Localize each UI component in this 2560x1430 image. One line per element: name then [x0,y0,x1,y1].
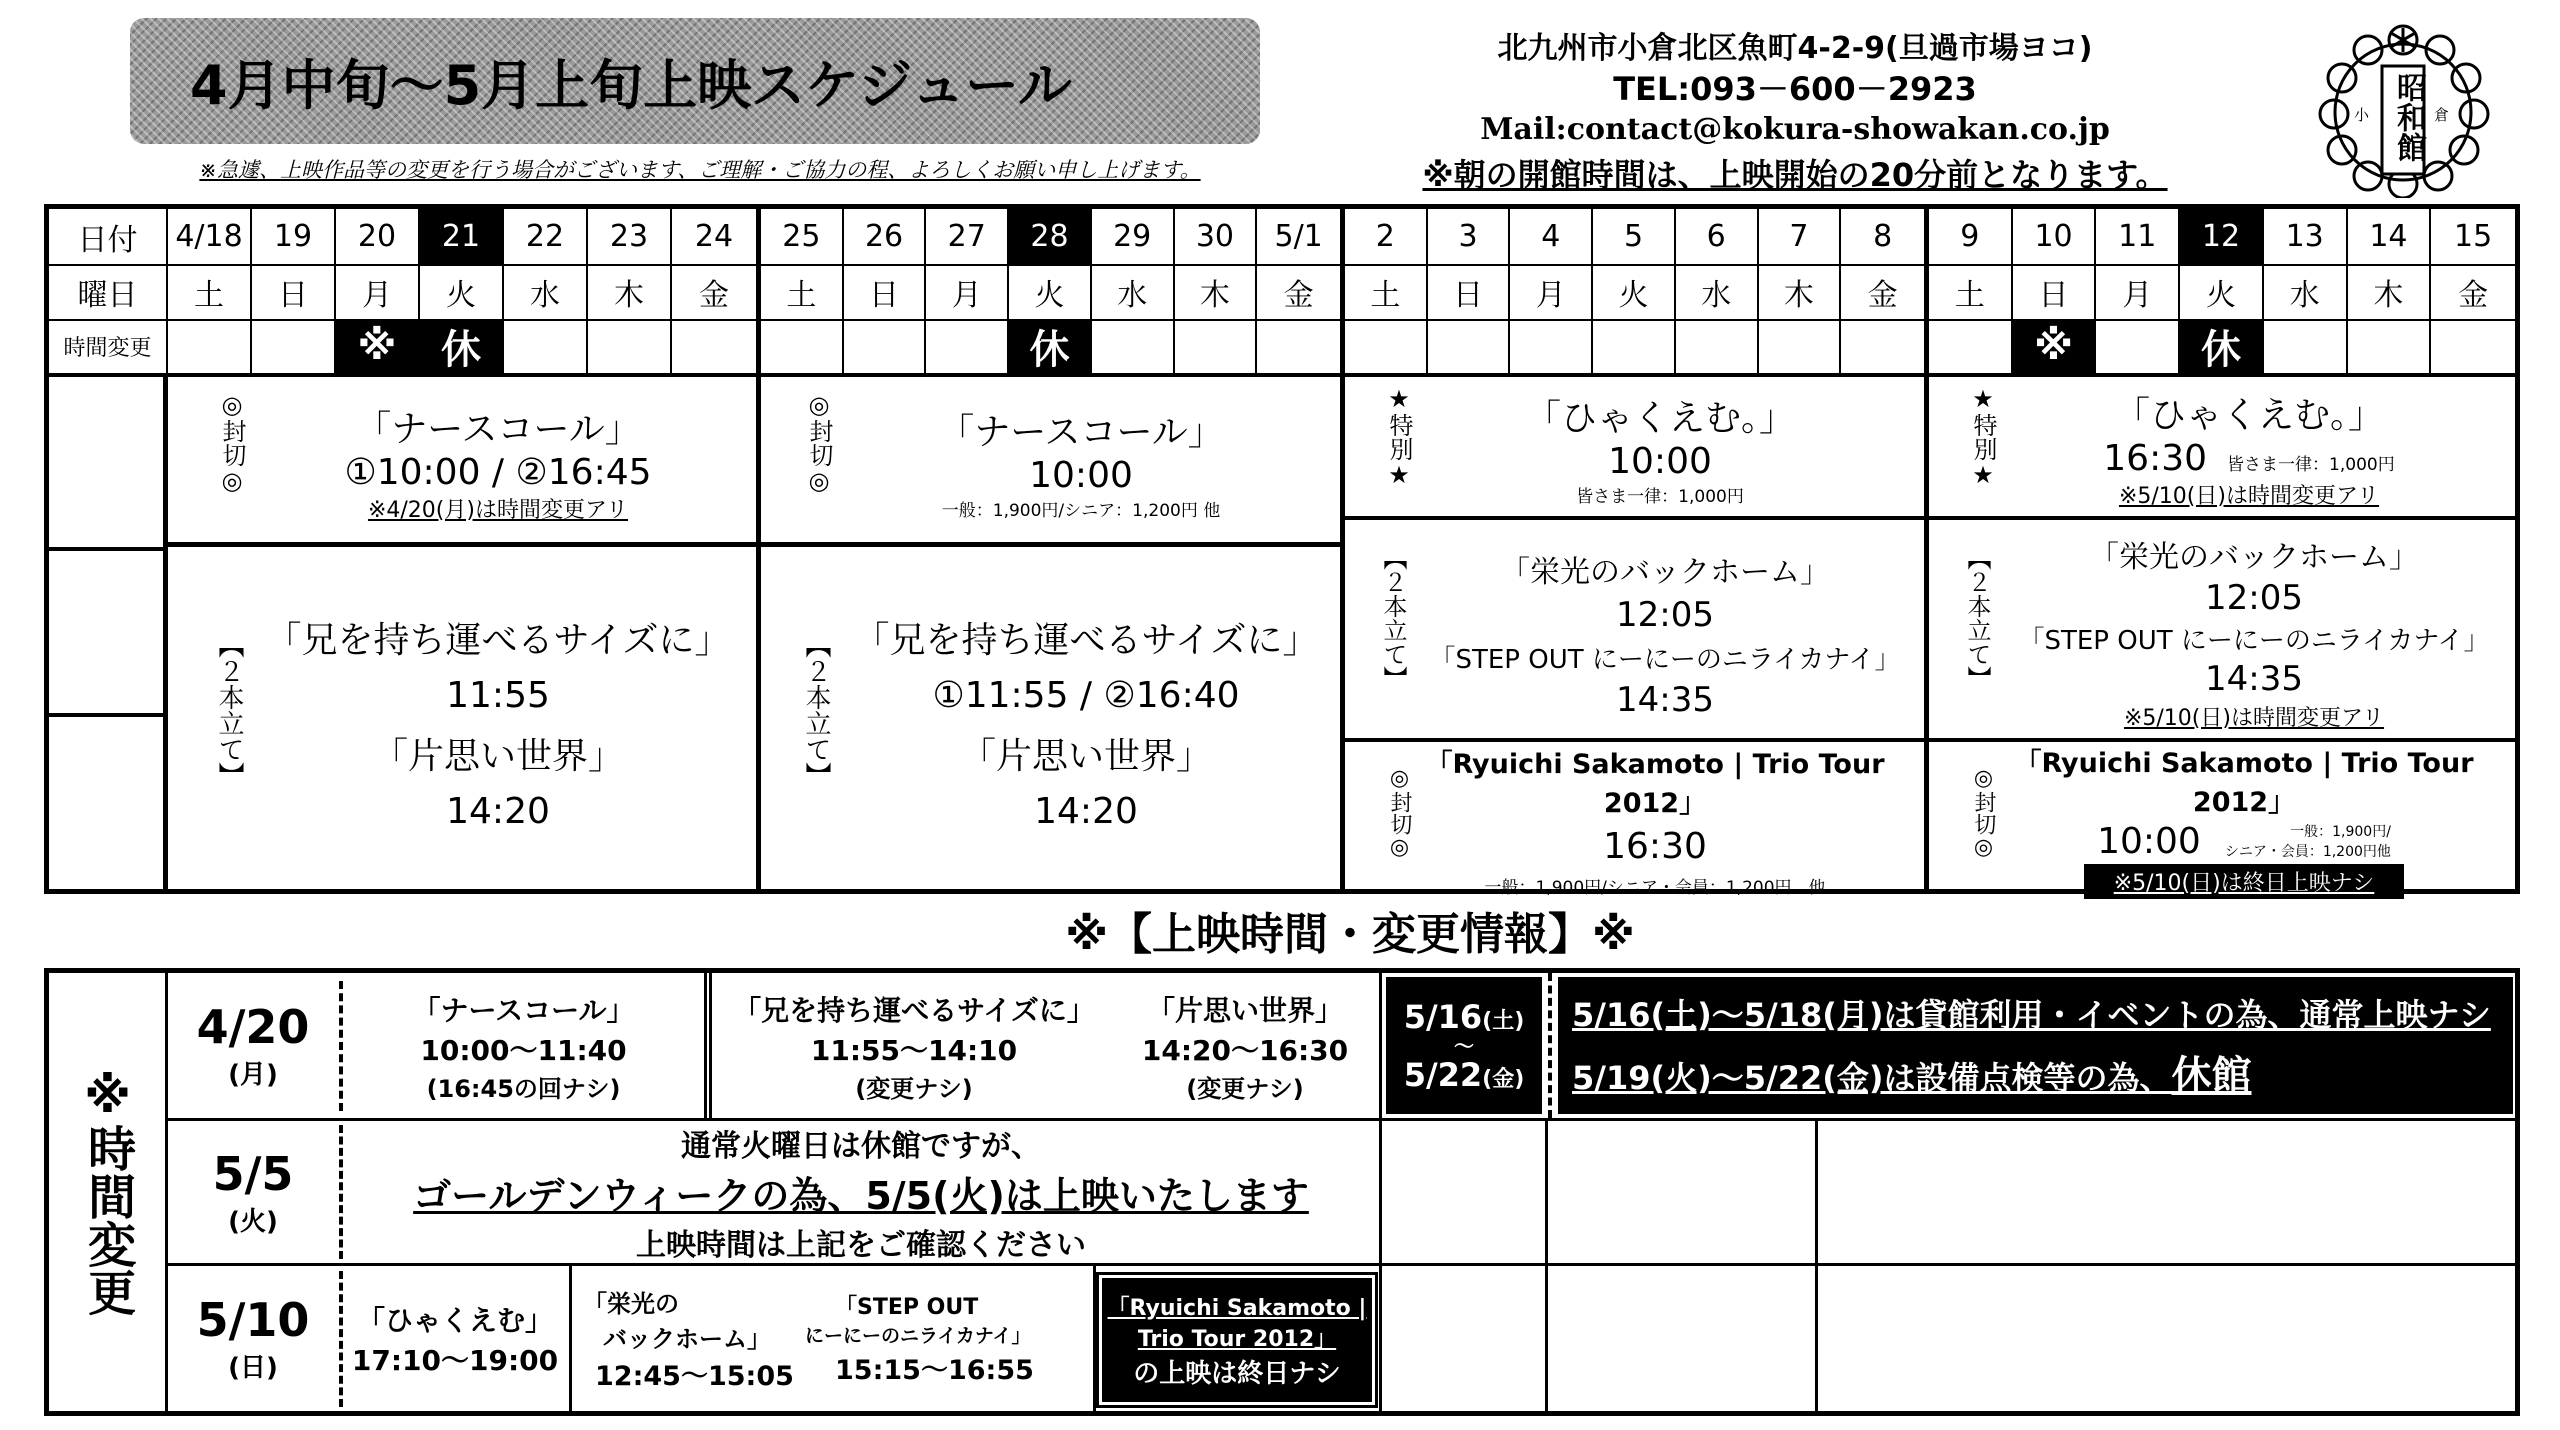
date-cell: 24 [694,219,734,254]
mark-cell [1593,319,1676,373]
block-tag: ◎封切◎ [1971,766,1996,860]
mark-cell [1345,319,1428,373]
block-hyakuemu-w3 [1345,377,1924,520]
change-notice: ※急遽、上映作品等の変更を行う場合がございます、ご理解・ご協力の程、よろしくお願い申し上げます。 [199,158,1201,182]
label-weekday: 曜日 [49,264,168,319]
mark-cell [761,319,844,373]
address: 北九州市小倉北区魚町4-2-9(旦過市場ヨコ) [1497,31,2093,66]
cell-divider [1093,1266,1096,1411]
showtime: 12:45～15:05 [595,1360,794,1392]
mark-cell [168,319,252,373]
mark-cell [672,319,756,373]
weekday-cell: 水 [1092,264,1175,319]
sakamoto-cancel-note [1099,1275,1375,1405]
block-tag: ★特別★ [1385,385,1413,489]
mark-cell [1257,319,1340,373]
change-note: (変更ナシ) [1186,1074,1304,1103]
date-cell: 5/1 [1274,219,1323,254]
change-info-heading: ※【上映時間・変更情報】※ [1065,909,1635,960]
mark-cell: ※ [336,319,420,373]
showtime: 14:35 [1616,679,1714,720]
date-cell: 3 [1428,209,1511,264]
price-note: 一般：1,900円/ [2290,824,2391,840]
closure-date: 5/16 [1403,997,1483,1036]
page-title [130,18,1260,144]
mark-cell: 休 [1009,319,1092,373]
block-sakamoto-w4 [1929,746,2515,896]
showtime: 16:30 [1603,825,1707,867]
weekday-cell: 日 [844,264,927,319]
block-sakamoto-w3 [1345,746,1924,898]
date-cell: 6 [1676,209,1759,264]
weekday-cell: 土 [168,264,252,319]
weekday-cell: 木 [2348,264,2432,319]
date-cell: 22 [504,209,588,264]
change-cell [1114,981,1376,1111]
showtime: 11:55 [446,675,550,716]
notice-line: 通常火曜日は休館ですが、 [681,1128,1041,1164]
date-cell: 29 [1092,209,1175,264]
gutter-divider [49,547,168,551]
weekday-cell: 水 [2264,264,2348,319]
movie-title: 「片思い世界」 [371,736,624,777]
movie-title: 「Ryuichi Sakamoto | [1107,1295,1367,1321]
weekday-cell: 日 [1428,264,1511,319]
change-note: (変更ナシ) [855,1074,973,1103]
date-cell: 23 [588,209,672,264]
logo-small-left: 小 [2354,106,2370,124]
movie-title: 「ひゃくえむ。」 [1524,398,1795,439]
closure-highlight: 休館 [2171,1053,2252,1099]
weekday-cell: 木 [1175,264,1258,319]
schedule-table [44,204,2520,898]
grid-line [1815,1118,1818,1411]
golden-week-notice [339,1125,1379,1263]
weekday-cell: 木 [1759,264,1842,319]
movie-title: 「ナースコール」 [355,409,641,450]
mark-cell [1428,319,1511,373]
cell-divider [569,1266,572,1411]
date-cell: 19 [252,209,336,264]
movie-title: 「兄を持ち運べるサイズに」 [733,993,1095,1027]
block-tag: 【２本立て】 [1963,546,1991,690]
movie-title: 「片思い世界」 [959,736,1212,777]
closure-line: 5/16(土)～5/18(月)は貸館利用・イベントの為、通常上映ナシ [1572,996,2491,1034]
row-divider [168,1263,2515,1266]
date-cell: 8 [1873,219,1893,254]
date-cell: 13 [2264,209,2348,264]
showtime: ①10:00 / ②16:45 [344,452,652,493]
change-cell [577,1269,797,1407]
date-cell: 30 [1175,209,1258,264]
block-double-bill-w3 [1345,524,1924,742]
mark-cell [1841,319,1924,373]
movie-title: 「ひゃくえむ。」 [2113,395,2384,436]
movie-title: 「ナースコール」 [938,412,1224,453]
date-cell: 20 [336,209,420,264]
movie-title: 「栄光の [583,1289,679,1318]
date-cell: 9 [1929,209,2013,264]
side-label-box [49,973,168,1411]
block-note: ※5/10(日)は時間変更アリ [2118,484,2380,509]
date-cell: 4/18 [168,209,252,264]
showtime: 15:15～16:55 [835,1354,1034,1386]
date-cell: 2 [1345,209,1428,264]
showtime: 17:10～19:00 [351,1344,559,1377]
date-cell: 27 [926,209,1009,264]
showtime: 14:20 [446,791,550,832]
left-gutter [49,377,168,889]
mark-cell: 休 [420,319,504,373]
weekday-cell: 金 [1867,277,1898,313]
weekday-cell: 木 [588,264,672,319]
movie-title: 「Ryuichi Sakamoto | Trio Tour 2012」 [1425,748,1885,819]
telephone[interactable]: TEL:093－600－2923 [1613,70,1977,108]
closure-block [1379,973,2515,1118]
logo-text: 昭和館 [2391,72,2426,162]
closure-date: 5/22 [1403,1055,1483,1094]
weekday-cell: 土 [1345,264,1428,319]
mark-cell [588,319,672,373]
date-cell: 28 [1009,209,1092,264]
date-cell: 21 [420,209,504,264]
page-title-text: 4月中旬～5月上旬上映スケジュール [190,53,1072,117]
weekday-cell: 火 [420,264,504,319]
movie-title: Trio Tour 2012」 [1137,1326,1337,1352]
weekday-cell: 月 [336,264,420,319]
block-tag: 【２本立て】 [214,632,244,788]
change-date: 4/20 [196,1000,310,1054]
mark-cell: ※ [2013,319,2097,373]
price-note: 皆さま一律：1,000円 [1576,487,1744,507]
weekday-cell: 月 [926,264,1009,319]
movie-title: 「STEP OUT にーにーのニライカナイ」 [2018,626,2490,656]
showtime: 14:20 [1034,791,1138,832]
closure-dates [1386,977,1542,1114]
weekday-cell: 金 [1283,277,1314,313]
logo-small-right: 倉 [2434,106,2450,124]
price-note: シニア・会員：1,200円他 [2224,844,2391,860]
movie-title: 「兄を持ち運べるサイズに」 [265,620,731,661]
side-label: ※時間変更 [79,1068,136,1316]
change-cell [339,981,704,1111]
weekday-cell: 火 [1009,264,1092,319]
grid-line [1545,1118,1548,1411]
weekday-cell: 土 [761,264,844,319]
row-divider [1379,1118,2515,1121]
weekday-cell: 日 [252,264,336,319]
closure-line: 5/19(火)～5/22(金)は設備点検等の為、 [1572,1059,2172,1097]
date-cell: 25 [761,209,844,264]
block-double-bill-w4 [1929,524,2515,742]
weekday-cell: 土 [1929,264,2013,319]
price-note: 一般：1,900円/シニア：1,200円 他 [941,501,1221,521]
showtime: 12:05 [2205,578,2303,618]
movie-title: 「STEP OUT [835,1294,979,1320]
closure-sep: ～ [1454,1033,1474,1058]
notice-line: 上映時間は上記をご確認ください [636,1227,1086,1263]
date-cell: 12 [2180,209,2264,264]
block-double-bill-w2 [761,552,1340,889]
notice-line: ゴールデンウィークの為、5/5(火)は上映いたします [413,1173,1309,1218]
mark-cell [1175,319,1258,373]
weekday-cell: 月 [2096,264,2180,319]
block-tag: ★特別★ [1969,385,1997,489]
showtime: 16:30 [2103,438,2208,479]
price-note: 皆さま一律：1,000円 [2227,455,2395,475]
showtime: 12:05 [1616,594,1714,635]
change-date-4-20 [168,973,338,1118]
mark-cell [2096,319,2180,373]
block-nurse-call-w1 [168,377,756,547]
change-cell [801,1269,1091,1407]
showtime: ①11:55 / ②16:40 [932,675,1240,716]
cancel-text: の上映は終日ナシ [1133,1358,1341,1389]
movie-title: 「兄を持ち運べるサイズに」 [853,620,1319,661]
movie-title: 「栄光のバックホーム」 [2089,540,2419,575]
change-dow: (月) [228,1060,278,1090]
change-date-5-5 [168,1121,338,1263]
date-cell: 14 [2348,209,2432,264]
movie-title: 「ひゃくえむ」 [356,1304,553,1337]
mark-cell [1676,319,1759,373]
mark-cell [252,319,336,373]
block-tag: ◎封切◎ [1387,766,1412,860]
date-cell: 10 [2013,209,2097,264]
email[interactable]: Mail:contact@kokura-showakan.co.jp [1480,111,2110,147]
opening-time-note: ※朝の開館時間は、上映開始の20分前となります。 [1422,156,2168,194]
closure-message [1558,977,2513,1114]
price-note: 一般：1,900円/シニア・会員：1,200円 他 [1484,877,1826,898]
showtime: 10:00 [1608,441,1712,482]
date-cell: 11 [2096,209,2180,264]
change-dow: (火) [228,1206,278,1237]
block-tag: ◎封切◎ [805,391,833,495]
date-cell: 15 [2454,219,2493,254]
weekday-cell: 火 [2180,264,2264,319]
theater-logo [2288,18,2518,198]
movie-title: 「STEP OUT にーにーのニライカナイ」 [1429,644,1901,675]
block-tag: ◎封切◎ [218,391,246,495]
movie-title: 「ナースコール」 [412,993,635,1027]
block-note: ※4/20(月)は時間変更アリ [367,498,629,523]
showtime: 10:00 [1029,455,1133,496]
mark-cell [926,319,1009,373]
mark-cell [2431,319,2515,373]
gutter-divider [49,713,168,717]
movie-title: 「片思い世界」 [1146,993,1343,1027]
change-cell [714,981,1114,1111]
label-time-change: 時間変更 [49,319,168,374]
no-show-note: ※5/10(日)は終日上映ナシ [2084,864,2405,899]
change-date-5-10 [168,1266,338,1411]
showtime: 11:55～14:10 [810,1033,1018,1067]
block-note: ※5/10(日)は時間変更アリ [2123,706,2385,731]
block-hyakuemu-w4 [1929,377,2515,520]
block-nurse-call-w2 [761,377,1340,547]
date-cell: 7 [1759,209,1842,264]
movie-title: にーにーのニライカナイ」 [805,1324,1031,1347]
mark-cell: 休 [2180,319,2264,373]
change-cell [339,1271,567,1407]
mark-cell [504,319,588,373]
label-date: 日付 [49,209,168,264]
closure-dow: (金) [1482,1066,1525,1092]
change-dow: (日) [228,1353,278,1383]
change-note: (16:45の回ナシ) [426,1074,621,1103]
mark-cell [1510,319,1593,373]
date-cell: 26 [844,209,927,264]
weekday-cell: 月 [1510,264,1593,319]
change-date: 5/10 [196,1293,310,1347]
change-date: 5/5 [212,1146,294,1201]
date-cell: 4 [1510,209,1593,264]
cell-divider [704,973,712,1118]
weekday-cell: 日 [2013,264,2097,319]
showtime: 10:00～11:40 [420,1033,627,1067]
closure-divider [1548,973,1552,1118]
mark-cell [1929,319,2013,373]
mark-cell [844,319,927,373]
weekday-cell: 金 [699,277,729,313]
movie-title: 「Ryuichi Sakamoto | Trio Tour 2012」 [2014,747,2474,818]
weekday-cell: 金 [2458,277,2489,313]
weekday-cell: 火 [1593,264,1676,319]
mark-cell [1092,319,1175,373]
grid-line [1379,1118,1382,1411]
block-tag: 【２本立て】 [1379,546,1407,690]
block-double-bill-w1 [168,552,756,889]
movie-title: 「栄光のバックホーム」 [1500,554,1830,590]
mark-cell [1759,319,1842,373]
weekday-cell: 水 [1676,264,1759,319]
change-info-table [44,968,2520,1416]
closure-dow: (土) [1482,1008,1525,1034]
showtime: 10:00 [2097,820,2201,862]
mark-cell [2264,319,2348,373]
showtime: 14:20～16:30 [1141,1033,1349,1067]
date-cell: 5 [1593,209,1676,264]
movie-title: バックホーム」 [603,1324,771,1353]
mark-cell [2348,319,2432,373]
weekday-cell: 水 [504,264,588,319]
block-tag: 【２本立て】 [801,632,831,788]
showtime: 14:35 [2205,659,2303,699]
